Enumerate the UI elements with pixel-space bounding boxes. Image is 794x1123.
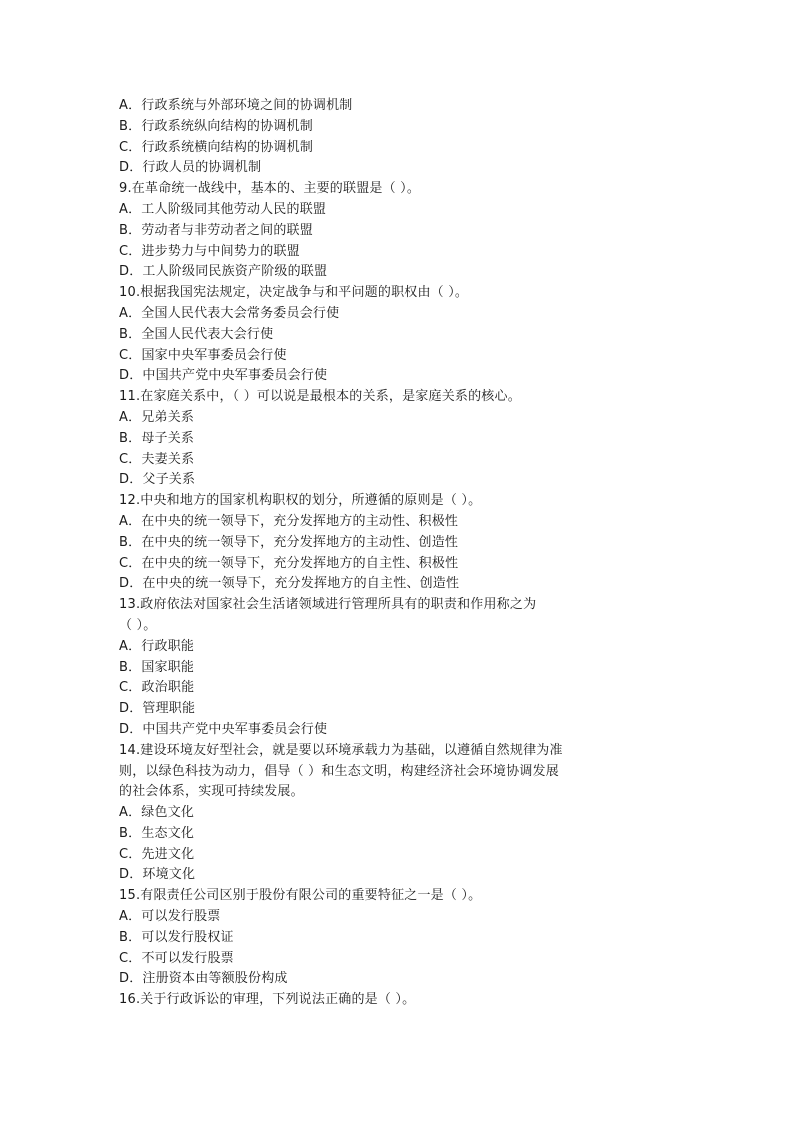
text-line: D．中国共产党中央军事委员会行使 — [119, 368, 328, 384]
exam-question-text — [119, 96, 599, 1011]
text-line: C．政治职能 — [119, 680, 195, 696]
text-line: B．可以发行股权证 — [119, 929, 234, 945]
text-line: B．母子关系 — [119, 430, 195, 446]
text-line: B．劳动者与非劳动者之间的联盟 — [119, 222, 313, 238]
text-line: B．行政系统纵向结构的协调机制 — [119, 118, 313, 134]
text-line: D．工人阶级同民族资产阶级的联盟 — [119, 264, 328, 280]
text-line: C．不可以发行股票 — [119, 950, 234, 966]
text-line: （ ）。 — [119, 617, 157, 633]
text-line: B．国家职能 — [119, 659, 195, 675]
text-line: D．在中央的统一领导下，充分发挥地方的自主性、创造性 — [119, 576, 460, 592]
question-16: 16.关于行政诉讼的审理，下列说法正确的是（ ）。 — [119, 992, 416, 1008]
text-line: 的社会体系，实现可持续发展。 — [119, 784, 304, 800]
text-line: A．行政职能 — [119, 638, 195, 654]
text-line: C．在中央的统一领导下，充分发挥地方的自主性、积极性 — [119, 555, 459, 571]
text-line: C．行政系统横向结构的协调机制 — [119, 139, 314, 155]
text-line: B．生态文化 — [119, 825, 195, 841]
text-line: A．绿色文化 — [119, 805, 195, 821]
text-line: A．可以发行股票 — [119, 909, 221, 925]
text-line: D．行政人员的协调机制 — [119, 160, 262, 176]
text-line: A．全国人民代表大会常务委员会行使 — [119, 305, 340, 321]
question-14: 14.建设环境友好型社会，就是要以环境承载力为基础，以遵循自然规律为准 — [119, 742, 563, 758]
text-line: B．在中央的统一领导下，充分发挥地方的主动性、创造性 — [119, 534, 459, 550]
text-line: C．先进文化 — [119, 846, 195, 862]
text-line: C．进步势力与中间势力的联盟 — [119, 243, 300, 259]
question-9: 9.在革命统一战线中，基本的、主要的联盟是（ ）。 — [119, 181, 421, 197]
text-line: D．注册资本由等额股份构成 — [119, 971, 288, 987]
question-10: 10.根据我国宪法规定，决定战争与和平问题的职权由（ ）。 — [119, 285, 469, 301]
text-line: D．中国共产党中央军事委员会行使 — [119, 721, 328, 737]
question-13: 13.政府依法对国家社会生活诸领域进行管理所具有的职责和作用称之为 — [119, 597, 537, 613]
text-line: C．夫妻关系 — [119, 451, 195, 467]
text-line: A．行政系统与外部环境之间的协调机制 — [119, 98, 353, 113]
text-line: 则，以绿色科技为动力，倡导（ ）和生态文明，构建经济社会环境协调发展 — [119, 763, 559, 779]
text-line: D．环境文化 — [119, 867, 196, 883]
text-line: A．兄弟关系 — [119, 409, 195, 425]
text-line: A．在中央的统一领导下，充分发挥地方的主动性、积极性 — [119, 513, 459, 529]
question-15: 15.有限责任公司区别于股份有限公司的重要特征之一是（ ）。 — [119, 888, 482, 904]
question-11: 11.在家庭关系中，（ ）可以说是最根本的关系，是家庭关系的核心。 — [119, 389, 521, 405]
text-line: C．国家中央军事委员会行使 — [119, 347, 287, 363]
text-line: D．管理职能 — [119, 701, 196, 717]
text-line: A．工人阶级同其他劳动人民的联盟 — [119, 201, 327, 217]
question-12: 12.中央和地方的国家机构职权的划分，所遵循的原则是（ ）。 — [119, 493, 482, 509]
text-line: D．父子关系 — [119, 472, 196, 488]
text-line: B．全国人民代表大会行使 — [119, 326, 274, 342]
